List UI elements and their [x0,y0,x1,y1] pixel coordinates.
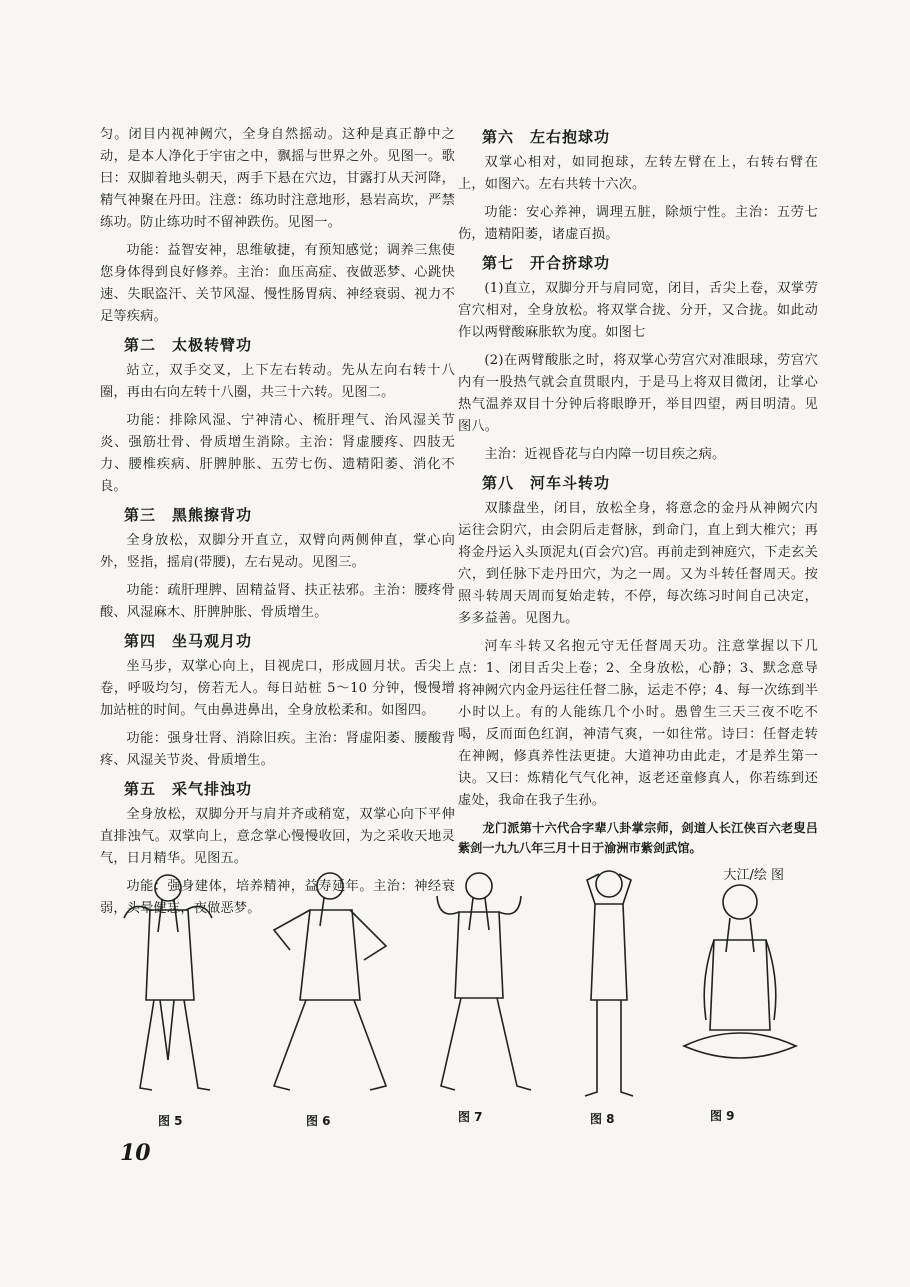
section-3-effect: 功能：疏肝理脾、固精益肾、扶正祛邪。主治：腰疼骨酸、风湿麻木、肝脾肿胀、骨质增生。 [100,583,455,620]
figure-6-illustration [260,860,400,1100]
figure-6-drawing [260,860,400,1100]
section-5-effect: 功能：强身建体，培养精神，益寿延年。主治：神经衰弱，头晕健忘，夜做恶梦。 [100,879,455,916]
section-6-method: 双掌心相对，如同抱球，左转左臂在上，右转右臂在上，如图六。左右共转十六次。 [458,155,818,192]
section-8-method: 双膝盘坐，闭目，放松全身，将意念的金丹从神阙穴内运往会阴穴，由会阴后走督脉，到命门，直上到大椎穴；再将金丹运入头顶泥丸(百会穴)宫。再前走到神庭穴，下走玄关穴，到任脉下走丹田穴，为之一周。又为斗转任督周天。按照斗转周天周而复始走转，不停，每次练习时间自己决定，多多益善。见图九。 [458,501,818,626]
author-signature: 龙门派第十六代合字辈八卦掌宗师，剑道人长江侠百六老叟吕紫剑一九九八年三月十日于渝洲市紫剑武馆。 [458,821,818,855]
section-heading-4: 第四 坐马观月功 [124,632,253,650]
section-heading-3: 第三 黑熊擦背功 [124,506,253,524]
illustrator-credit: 大江/绘 图 [723,868,784,883]
figure-7-caption: 图 7 [458,1110,483,1124]
section-7-step-2: (2)在两臂酸胀之时，将双掌心劳宫穴对准眼球，劳宫穴内有一股热气就会直贯眼内，于是马上将双目微闭，让掌心热气温养双目十分钟后将眼睁开，举目四望，两目明清。见图八。 [458,353,818,434]
section-2-method: 站立，双手交叉，上下左右转动。先从左向右转十八圈，再由右向左转十八圈，共三十六转。见图二。 [100,363,455,400]
figure-8-caption: 图 8 [590,1112,615,1126]
figure-7-drawing [415,860,545,1100]
intro-effect-paragraph: 功能：益智安神，思维敏捷，有预知感觉；调养三焦使您身体得到良好修养。主治：血压高症、夜做恶梦、心跳快速、失眠盗汗、关节风湿、慢性肠胃病、神经衰弱、视力不足等疾病。 [100,243,455,324]
section-4-method: 坐马步，双掌心向上，目视虎口，形成圆月状。舌尖上卷，呼吸均匀，傍若无人。每日站桩 5～10 分钟，慢慢增加站桩的时间。气由鼻进鼻出，全身放松柔和。如图四。 [100,659,455,718]
page-number: 10 [120,1140,151,1166]
figure-5-illustration [110,860,230,1100]
section-7-step-1: (1)直立，双脚分开与肩同宽，闭目，舌尖上卷，双掌劳宫穴相对，全身放松。将双掌合拢、分开，又合拢。如此动作以两臂酸麻胀软为度。如图七 [458,281,818,340]
figure-9-illustration [670,860,810,1105]
section-heading-7: 第七 开合挤球功 [482,254,611,272]
figure-7-illustration [415,860,545,1100]
right-column [458,124,818,883]
figure-8-drawing [565,860,655,1105]
figure-strip [110,860,830,1130]
figure-9-caption: 图 9 [710,1109,735,1123]
section-4-effect: 功能：强身壮肾、消除旧疾。主治：肾虚阳萎、腰酸背疼、风湿关节炎、骨质增生。 [100,731,455,768]
figure-6-caption: 图 6 [306,1114,331,1128]
section-heading-6: 第六 左右抱球功 [482,128,611,146]
section-3-method: 全身放松，双脚分开直立，双臂向两侧伸直，掌心向外，竖指，摇肩(带腰)，左右晃动。见图三。 [100,533,455,570]
section-heading-8: 第八 河车斗转功 [482,474,611,492]
intro-paragraph: 匀。闭目内视神阙穴，全身自然摇动。这种是真正静中之动，是本人净化于宇宙之中，飘摇与世界之外。见图一。歌曰：双脚着地头朝天，两手下悬在穴边，甘露打从天河降，精气神聚在丹田。注意：练功时注意地形，悬岩高坎，严禁练功。防止练功时不留神跌伤。见图一。 [100,127,455,230]
section-5-method: 全身放松，双脚分开与肩并齐或稍宽，双掌心向下平伸直排浊气。双掌向上，意念掌心慢慢收回，为之采收天地灵气，日月精华。见图五。 [100,807,455,866]
figure-8-illustration [565,860,655,1105]
section-6-effect: 功能：安心养神，调理五脏，除烦宁性。主治：五劳七伤，遗精阳萎，诸虚百损。 [458,205,818,242]
section-2-effect: 功能：排除风湿、宁神清心、梳肝理气、治风湿关节炎、强筋壮骨、骨质增生消除。主治：肾虚腰疼、四肢无力、腰椎疾病、肝脾肿胀、五劳七伤、遗精阳萎、消化不良。 [100,413,455,494]
section-heading-2: 第二 太极转臂功 [124,336,253,354]
section-7-effect: 主治：近视昏花与白内障一切目疾之病。 [484,447,726,462]
figure-5-caption: 图 5 [158,1114,183,1128]
section-8-notes: 河车斗转又名抱元守无任督周天功。注意掌握以下几点：1、闭目舌尖上卷；2、全身放松，心静；3、默念意导将神阙穴内金丹运往任督二脉，运走不停；4、每一次练到半小时以上。有的人能练几个小时。愚曾生三天三夜不吃不喝，反而面色红润，神清气爽，一如往常。诗曰：任督走转在神阙，修真养性法更捷。大道神功由此走，才是养生第一诀。又曰：炼精化气气化神，返老还童修真人，你若练到还虚处，我命在我子生孙。 [458,639,818,808]
figure-5-drawing [110,860,230,1100]
figure-9-drawing [670,860,810,1105]
left-column [100,124,455,926]
section-heading-5: 第五 采气排浊功 [124,780,253,798]
